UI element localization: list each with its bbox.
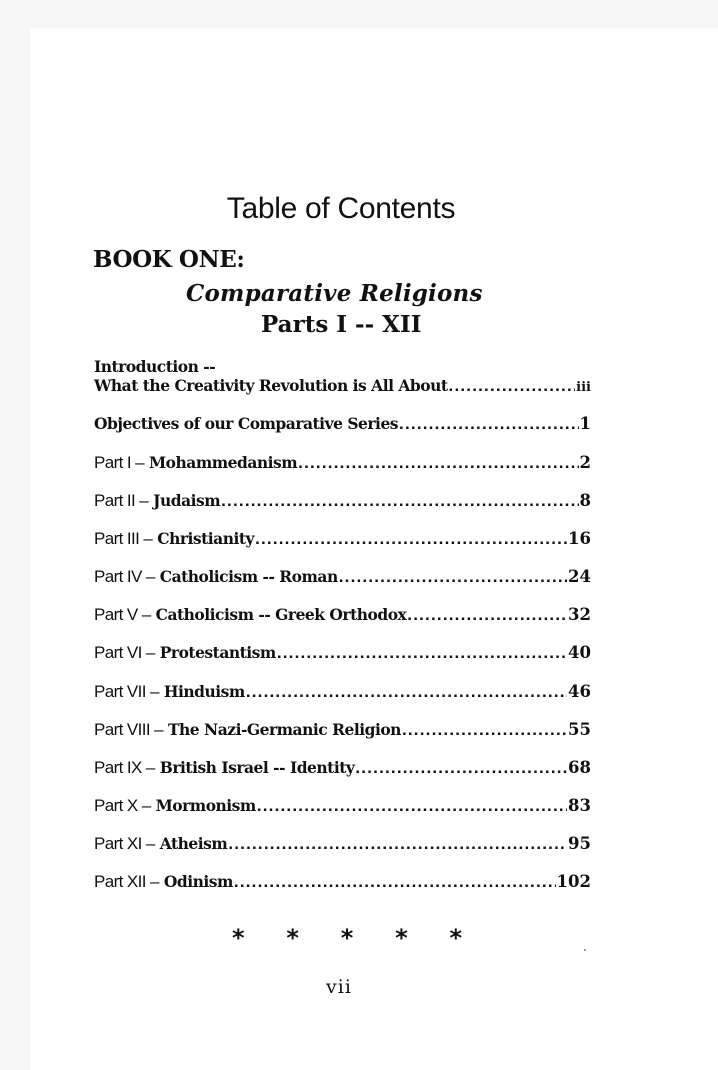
dot-leader	[402, 720, 567, 740]
toc-entry-part: Part VII –	[94, 682, 159, 701]
page-title: Table of Contents	[226, 192, 456, 225]
toc-entry-title: Hinduism	[163, 682, 245, 701]
toc-entry-page: 83	[568, 796, 591, 815]
toc-entry-title: Catholicism -- Roman	[159, 567, 338, 586]
toc-entry-part: Part X –	[94, 796, 151, 815]
toc-entry-part: Part VIII –	[94, 720, 163, 739]
toc-entry	[94, 758, 591, 778]
toc-entry	[94, 491, 591, 511]
toc-entry-title: Mormonism	[155, 796, 256, 815]
toc-entry-title: Judaism	[153, 491, 221, 510]
toc-entry-page: 68	[568, 758, 591, 777]
separator-star: *	[449, 924, 462, 952]
separator-star: *	[395, 924, 408, 952]
dot-leader	[298, 453, 578, 473]
toc-entry-page: 24	[568, 567, 591, 586]
page-number: vii	[326, 976, 352, 998]
dot-leader	[339, 567, 567, 587]
toc-entry-title: What the Creativity Revolution is All About	[94, 376, 448, 395]
toc-entry-title: Odinism	[163, 872, 233, 891]
toc-entry-page: 32	[568, 605, 591, 624]
toc-entry-page: 102	[556, 872, 591, 891]
toc-entry	[94, 453, 591, 473]
page-edge-top	[0, 0, 718, 28]
toc-entry-title: Atheism	[159, 834, 228, 853]
toc-entry	[94, 796, 591, 816]
toc-entry-page: 1	[579, 414, 591, 433]
toc-entry	[94, 682, 591, 702]
toc-entry-page: 46	[568, 682, 591, 701]
toc-entry-part: Part IX –	[94, 758, 155, 777]
toc-entry-part: Part V –	[94, 605, 151, 624]
dot-leader	[246, 682, 567, 702]
dot-leader	[399, 414, 578, 434]
print-speck	[584, 949, 586, 951]
toc-entry	[94, 872, 591, 892]
toc-entry	[94, 567, 591, 587]
toc-entry	[94, 643, 591, 663]
toc-entry-page: 16	[568, 529, 591, 548]
toc-entry	[94, 605, 591, 625]
toc-entry-part: Part II –	[94, 491, 149, 510]
toc-entry-title: Christianity	[157, 529, 255, 548]
toc-entry-title: British Israel -- Identity	[159, 758, 355, 777]
toc-entry-objectives	[94, 414, 591, 434]
toc-entry-title: Catholicism -- Greek Orthodox	[155, 605, 407, 624]
dot-leader	[355, 758, 567, 778]
toc-entry-introduction	[94, 376, 591, 398]
toc-entry-title: Objectives of our Comparative Series	[94, 414, 399, 433]
toc-entry	[94, 529, 591, 549]
dot-leader	[449, 376, 576, 396]
separator-star: *	[286, 924, 299, 952]
dot-leader	[255, 529, 567, 549]
document-page	[30, 28, 718, 1070]
dot-leader	[228, 834, 567, 854]
toc-entry-part: Part XII –	[94, 872, 159, 891]
book-parts: Parts I -- XII	[261, 311, 422, 338]
toc-entry-page: 40	[568, 643, 591, 662]
toc-entry-part: Part IV –	[94, 567, 155, 586]
toc-entry-part: Part XI –	[94, 834, 155, 853]
section-separator	[232, 924, 462, 952]
toc-entry-page: 55	[568, 720, 591, 739]
toc-entry-part: Part I –	[94, 453, 145, 472]
toc-entry	[94, 720, 591, 740]
separator-star: *	[232, 924, 245, 952]
toc-entry-page: 95	[568, 834, 591, 853]
book-subtitle: Comparative Religions	[186, 280, 483, 307]
toc-entry-page: 2	[579, 453, 591, 472]
toc-entry-part: Part III –	[94, 529, 153, 548]
toc-entry	[94, 834, 591, 854]
dot-leader	[257, 796, 567, 816]
dot-leader	[234, 872, 556, 892]
page-edge-left	[0, 0, 30, 1070]
toc-entry-page: 8	[579, 491, 591, 510]
toc-entry-title: The Nazi-Germanic Religion	[168, 720, 401, 739]
dot-leader	[221, 491, 578, 511]
toc-entry-title: Mohammedanism	[149, 453, 298, 472]
separator-star: *	[340, 924, 354, 952]
dot-leader	[277, 643, 567, 663]
toc-introduction-heading: Introduction --	[94, 357, 216, 376]
book-heading: BOOK ONE:	[93, 246, 245, 273]
toc-entry-page: iii	[576, 380, 591, 395]
toc-entry-title: Protestantism	[159, 643, 276, 662]
dot-leader	[407, 605, 567, 625]
toc-entry-part: Part VI –	[94, 643, 155, 662]
